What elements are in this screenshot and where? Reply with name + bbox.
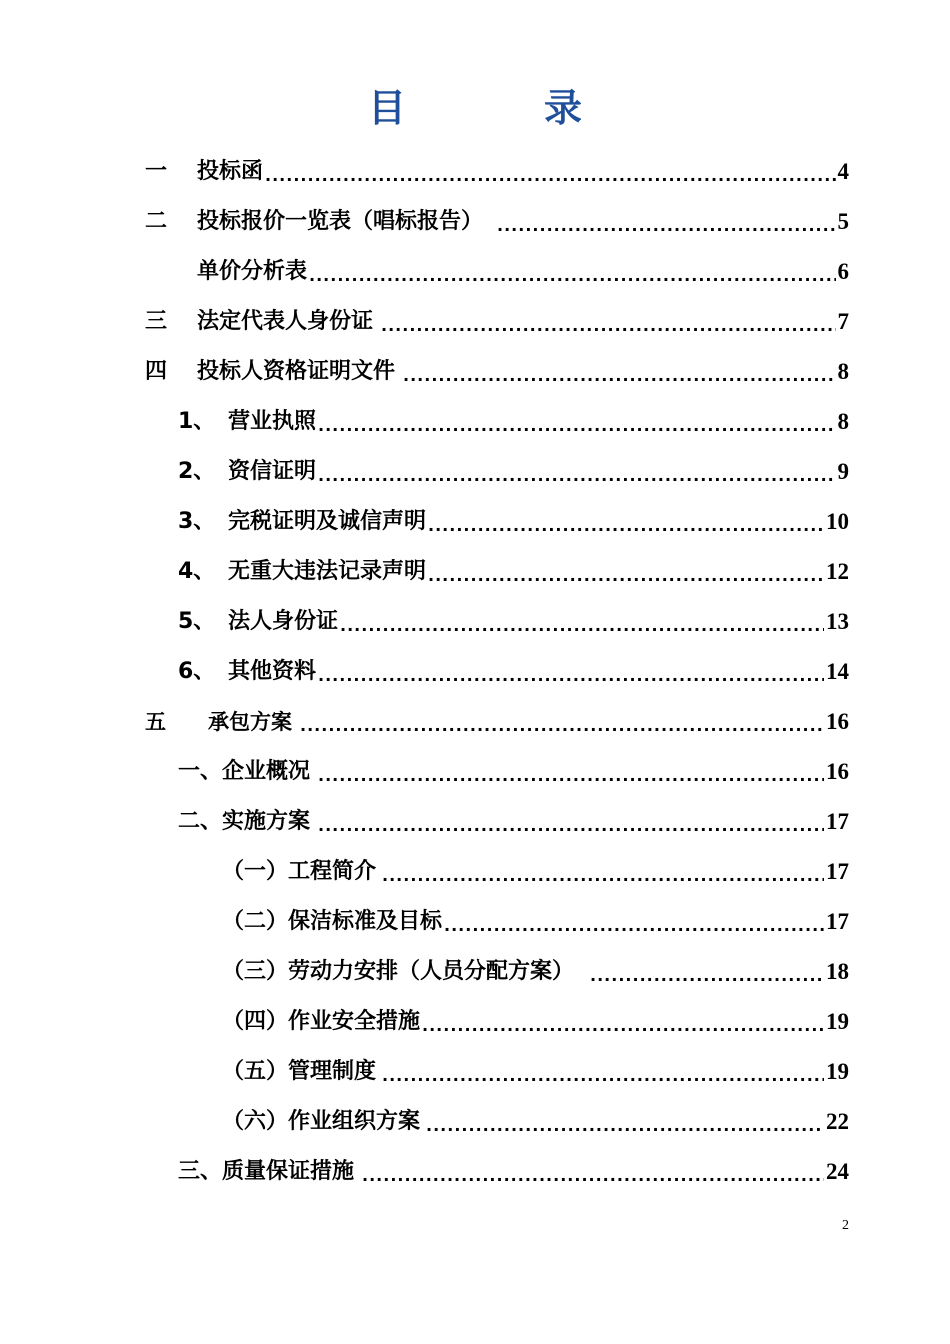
toc-entry-page: 7	[837, 309, 849, 334]
toc-entry-number: 3、	[178, 509, 216, 534]
toc-entry[interactable]	[145, 139, 849, 187]
toc-entry[interactable]	[178, 789, 849, 837]
toc-entry-label: 二、实施方案	[178, 809, 311, 834]
toc-leader-dots	[318, 757, 824, 787]
toc-leader-dots	[382, 1057, 824, 1087]
toc-entry-page: 17	[826, 859, 849, 884]
toc-leader-dots	[318, 407, 835, 437]
toc-entry-page: 6	[837, 259, 849, 284]
toc-entry[interactable]	[222, 939, 849, 987]
toc-entry-label: 投标人资格证明文件	[197, 359, 396, 384]
toc-leader-dots	[428, 557, 824, 587]
toc-leader-dots	[318, 657, 824, 687]
toc-entry[interactable]	[178, 439, 849, 487]
toc-entry-number: 四	[145, 359, 168, 384]
toc-entry[interactable]	[145, 289, 849, 337]
toc-entry-label: 资信证明	[228, 459, 317, 484]
toc-leader-dots	[428, 507, 824, 537]
toc-entry-page: 8	[837, 409, 849, 434]
toc-entry-label: 投标函	[197, 159, 264, 184]
toc-entry-page: 14	[826, 659, 849, 684]
toc-entry[interactable]	[145, 189, 849, 237]
toc-entry-label: 单价分析表	[197, 259, 308, 284]
toc-entry-label: 法人身份证	[228, 609, 339, 634]
toc-leader-dots	[362, 1157, 824, 1187]
toc-leader-dots	[318, 807, 824, 837]
toc-entry-label: 无重大违法记录声明	[228, 559, 427, 584]
toc-leader-dots	[309, 257, 835, 287]
toc-entry-number: 6、	[178, 659, 216, 684]
toc-entry-page: 9	[837, 459, 849, 484]
toc-entry-page: 5	[837, 209, 849, 234]
toc-leader-dots	[381, 307, 835, 337]
toc-entry[interactable]	[222, 989, 849, 1037]
toc-entry[interactable]	[178, 389, 849, 437]
toc-entry[interactable]	[222, 1089, 849, 1137]
toc-entry-page: 17	[826, 809, 849, 834]
toc-entry-label: 三、质量保证措施	[178, 1159, 355, 1184]
toc-entry-label: 营业执照	[228, 409, 317, 434]
toc-leader-dots	[300, 707, 824, 737]
page-number: 2	[842, 1218, 849, 1233]
toc-entry[interactable]	[222, 839, 849, 887]
toc-leader-dots	[590, 957, 824, 987]
toc-entry[interactable]	[145, 339, 849, 387]
toc-entry-label: （五）管理制度	[222, 1059, 377, 1084]
toc-entry-number: 一	[145, 159, 168, 184]
toc-entry-label: （三）劳动力安排（人员分配方案）	[222, 959, 575, 984]
toc-entry-page: 16	[826, 709, 849, 734]
toc-entry-label: 法定代表人身份证	[197, 309, 374, 334]
toc-entry-page: 8	[837, 359, 849, 384]
toc-leader-dots	[403, 357, 835, 387]
toc-leader-dots	[340, 607, 824, 637]
document-title: 目 录	[367, 86, 632, 130]
toc-entry-label: 其他资料	[228, 659, 317, 684]
toc-entry-number: 2、	[178, 459, 216, 484]
toc-entry[interactable]	[178, 1139, 849, 1187]
toc-entry-label: 完税证明及诚信声明	[228, 509, 427, 534]
toc-leader-dots	[497, 207, 835, 237]
toc-entry[interactable]	[222, 1039, 849, 1087]
toc-entry[interactable]	[145, 689, 849, 737]
toc-entry-page: 17	[826, 909, 849, 934]
toc-entry-page: 22	[826, 1109, 849, 1134]
toc-entry[interactable]	[222, 889, 849, 937]
toc-entry-page: 13	[826, 609, 849, 634]
toc-entry-number: 五	[145, 710, 166, 734]
toc-entry-label: （四）作业安全措施	[222, 1009, 421, 1034]
toc-leader-dots	[382, 857, 824, 887]
toc-entry-page: 18	[826, 959, 849, 984]
toc-entry-label: 投标报价一览表（唱标报告）	[197, 209, 484, 234]
toc-entry-label: （一）工程简介	[222, 859, 377, 884]
toc-entry-page: 16	[826, 759, 849, 784]
toc-entry-page: 19	[826, 1009, 849, 1034]
toc-entry-number: 4、	[178, 559, 216, 584]
toc-leader-dots	[426, 1107, 824, 1137]
toc-leader-dots	[422, 1007, 824, 1037]
toc-entry-number: 1、	[178, 409, 216, 434]
toc-entry-label: 承包方案	[208, 710, 292, 734]
toc-entry-label: （六）作业组织方案	[222, 1109, 421, 1134]
toc-entry-page: 10	[826, 509, 849, 534]
toc-leader-dots	[444, 907, 824, 937]
toc-entry-number: 5、	[178, 609, 216, 634]
toc-leader-dots	[318, 457, 835, 487]
toc-entry-label: （二）保洁标准及目标	[222, 909, 443, 934]
toc-entry-page: 12	[826, 559, 849, 584]
toc-entry-page: 19	[826, 1059, 849, 1084]
toc-entry-page: 24	[826, 1159, 849, 1184]
toc-entry[interactable]	[178, 639, 849, 687]
toc-entry[interactable]	[178, 489, 849, 537]
toc-entry[interactable]	[197, 239, 849, 287]
toc-entry[interactable]	[178, 539, 849, 587]
toc-entry-label: 一、企业概况	[178, 759, 311, 784]
toc-entry-page: 4	[837, 159, 849, 184]
toc-leader-dots	[265, 157, 835, 187]
toc-entry[interactable]	[178, 739, 849, 787]
toc-entry-number: 二	[145, 209, 168, 234]
toc-entry-number: 三	[145, 309, 168, 334]
toc-entry[interactable]	[178, 589, 849, 637]
